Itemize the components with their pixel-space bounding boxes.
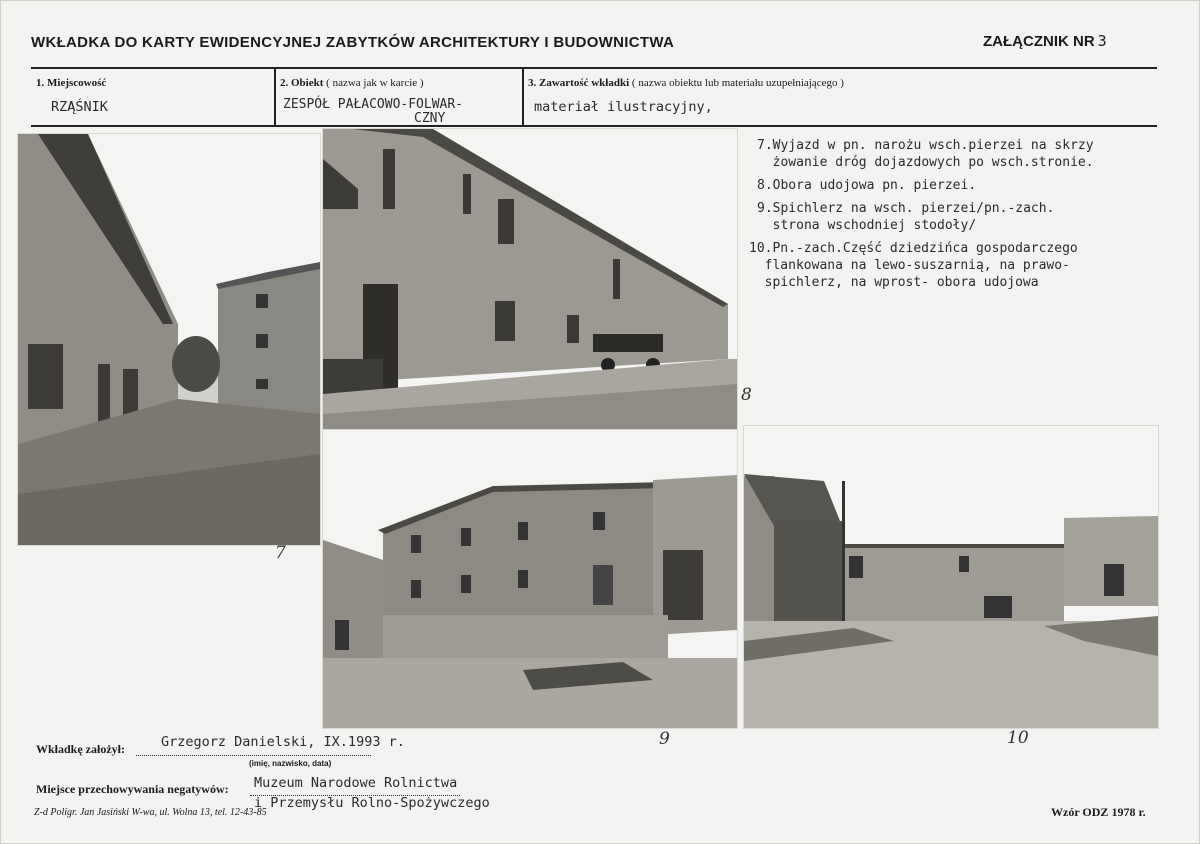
field-divider-2 <box>522 67 524 125</box>
form-pattern: Wzór ODZ 1978 r. <box>1051 805 1146 819</box>
caption-10: 10.Pn.-zach.Część dziedzińca gospodarczego flankowana na lewo-suszarnią, na prawo- spichlerz, na wprost- obora udojowa <box>749 241 1078 290</box>
photo-7 <box>17 133 321 546</box>
annex-label <box>983 32 1107 50</box>
object-label <box>280 77 424 89</box>
field-divider-1 <box>274 67 276 125</box>
photo-number-10: 10 <box>1007 728 1029 748</box>
caption-7: 7.Wyjazd w pn. narożu wsch.pierzei na skrzy żowanie dróg dojazdowych po wsch.stronie. <box>757 138 1094 170</box>
author-dotted-line <box>136 755 371 756</box>
storage-value-line1: Muzeum Narodowe Rolnictwa <box>254 775 458 791</box>
photo-captions <box>749 137 1197 297</box>
contents-label <box>528 77 844 89</box>
storage-value-line2: i Przemysłu Rolno-Spożywczego <box>254 795 490 811</box>
caption-9: 9.Spichlerz na wsch. pierzei/pn.-zach. strona wschodniej stodoły/ <box>757 201 1055 233</box>
author-value: Grzegorz Danielski, IX.1993 r. <box>161 734 405 750</box>
contents-label-text: 3. Zawartość wkładki <box>528 77 630 89</box>
contents-value: materiał ilustracyjny, <box>534 99 713 115</box>
annex-number: 3 <box>1097 32 1107 50</box>
contents-label-note: ( nazwa obiektu lub materiału uzupełniającego ) <box>631 77 844 89</box>
locality-value: RZĄŚNIK <box>51 99 108 115</box>
photo-9 <box>322 429 738 729</box>
photo-number-9: 9 <box>659 729 670 749</box>
sheet-title: WKŁADKA DO KARTY EWIDENCYJNEJ ZABYTKÓW ARCHITEKTURY I BUDOWNICTWA <box>31 34 675 51</box>
header-rule-top <box>31 67 1157 69</box>
object-label-text: 2. Obiekt <box>280 77 324 89</box>
author-label: Wkładkę założył: <box>36 742 125 756</box>
author-note: (imię, nazwisko, data) <box>249 759 332 768</box>
object-value-line2: CZNY <box>414 111 446 126</box>
storage-label: Miejsce przechowywania negatywów: <box>36 782 229 796</box>
object-label-note: ( nazwa jak w karcie ) <box>326 77 424 89</box>
annex-label-text: ZAŁĄCZNIK NR <box>983 33 1095 50</box>
object-value-line1: ZESPÓŁ PAŁACOWO-FOLWAR- <box>283 97 464 112</box>
header-rule-bottom <box>31 125 1157 127</box>
photo-number-8: 8 <box>741 385 752 405</box>
printer-imprint: Z-d Poligr. Jan Jasiński W-wa, ul. Wolna 13, tel. 12-43-85 <box>34 807 267 818</box>
photo-8 <box>322 128 738 430</box>
locality-label: 1. Miejscowość <box>36 77 107 89</box>
photo-number-7: 7 <box>275 543 286 563</box>
caption-8: 8.Obora udojowa pn. pierzei. <box>757 178 977 193</box>
photo-10 <box>743 425 1159 729</box>
